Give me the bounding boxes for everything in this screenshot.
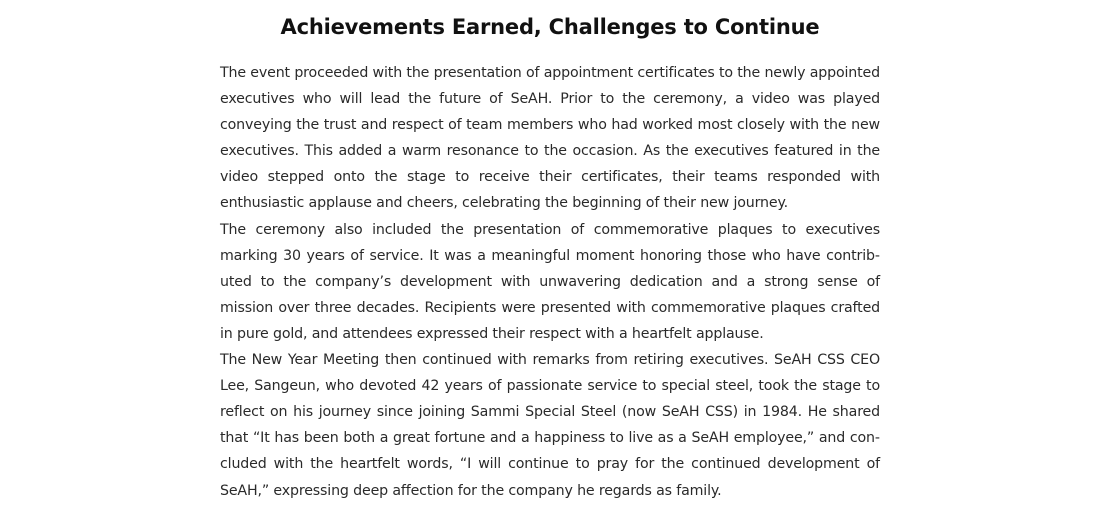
paragraph-appointment-certificates: The event proceeded with the presentation of appointment certificates to the newly appointed executives who will lead the future of SeAH. Prior to the ceremony, a video was played conveying the trust and respect of team members who had worked most closely with the new executives. This added a warm resonance to the occasion. As the executives featured in the video stepped onto the stage to receive their certificates, their teams responded with enthusiastic applause and cheers, celebrating the beginning of their new journey. (220, 65, 880, 212)
article-title: Achievements Earned, Challenges to Continue (280, 15, 820, 39)
paragraph-retiring-executives: The New Year Meeting then continued with remarks from retiring executives. SeAH CSS CEO Lee, Sangeun, who devoted 42 years of passionate service to special steel, took the stage to reflect on his journey since joining Sammi Special Steel (now SeAH CSS) in 1984. He shared that “It has been both a great fortune and a happiness to live as a SeAH employee,” and concluded with the heartfelt words, “I will continue to pray for the continued development of SeAH,” expressing deep affection for the company he regards as family. (220, 352, 880, 499)
paragraph-commemorative-plaques: The ceremony also included the presentation of commemorative plaques to executives marking 30 years of service. It was a meaningful moment honoring those who have contributed to the company’s development with unwavering dedication and a strong sense of mission over three decades. Recipients were presented with commemorative plaques crafted in pure gold, and attendees expressed their respect with a heartfelt applause. (220, 221, 880, 342)
article-body (220, 60, 880, 504)
